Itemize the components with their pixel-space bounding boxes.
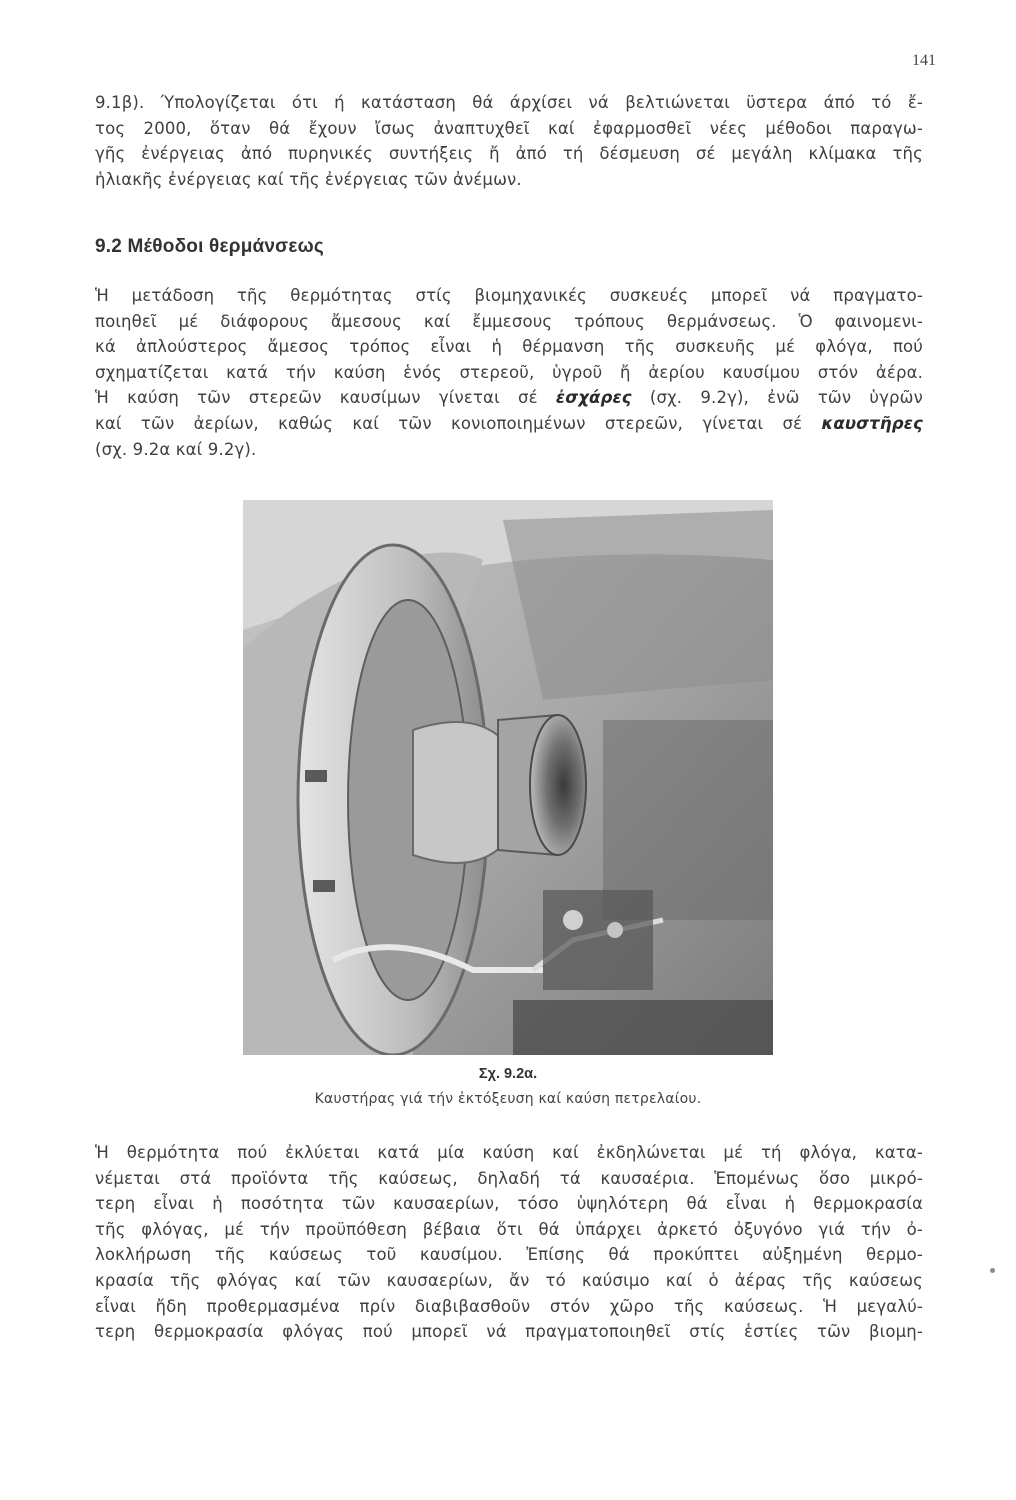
emphasized-term-grates: ἐσχάρες — [555, 388, 632, 408]
intro-paragraph — [95, 90, 923, 192]
methods-line: (σχ. 9.2α καί 9.2γ). — [95, 439, 257, 459]
heat-line: εἶναι ἤδη προθερμασμένα πρίν διαβιβασθοῦν στόν χῶρο τῆς καύσεως. Ἡ μεγαλύ- — [95, 1296, 923, 1316]
heat-line: κρασία τῆς φλόγας καί τῶν καυσαερίων, ἄν τό καύσιμο καί ὁ ἀέρας τῆς καύσεως — [95, 1270, 923, 1290]
flange-notch — [313, 880, 335, 892]
figure-label: Σχ. 9.2α. — [478, 1066, 538, 1082]
intro-line: 9.1β). Ύπολογίζεται ότι ή κατάσταση θά άρχίσει νά βελτιώνεται ϋστερα άπό τό ἔ- — [95, 93, 923, 112]
heat-line: λοκλήρωση τῆς καύσεως τοῦ καυσίμου. Ἐπίσης θά προκύπτει αὐξημένη θερμο- — [95, 1245, 923, 1265]
intro-line: ἡλιακῆς ἐνέργειας καί τῆς ἐνέργειας τῶν ἀνέμων. — [95, 169, 522, 189]
methods-line — [95, 411, 923, 437]
valve-knob — [563, 910, 583, 930]
page-number: 141 — [912, 52, 936, 69]
base-machinery — [513, 1000, 773, 1055]
methods-line: Ἡ μετάδοση τῆς θερμότητας στίς βιομηχανικές συσκευές μπορεῖ νά πραγματο- — [95, 286, 923, 305]
emphasized-term-burners: καυστῆρες — [821, 413, 923, 433]
valve-knob — [607, 922, 623, 938]
print-speck — [990, 1268, 995, 1273]
flange-notch — [305, 770, 327, 782]
methods-line: κά ἀπλούστερος ἄμεσος τρόπος εἶναι ἡ θέρμανση τῆς συσκευῆς μέ φλόγα, πού — [95, 337, 923, 357]
methods-paragraph — [95, 283, 923, 462]
section-heading: 9.2 Μέθοδοι θερμάνσεως — [95, 236, 324, 257]
heat-line: Ἡ θερμότητα πού ἐκλύεται κατά μία καύση καί ἐκδηλώνεται μέ τή φλόγα, κατα- — [95, 1143, 923, 1162]
valve-assembly — [543, 890, 653, 990]
heat-line: τῆς φλόγας, μέ τήν προϋπόθεση βέβαια ὅτι θά ὑπάρχει ἀρκετό ὀξυγόνο γιά τήν ὀ- — [95, 1219, 923, 1239]
nozzle-cone — [413, 722, 503, 863]
heat-paragraph — [95, 1140, 923, 1345]
intro-line: γῆς ἐνέργειας ἀπό πυρηνικές συντήξεις ἤ ἀπό τή δέσμευση σέ μεγάλη κλίμακα τῆς — [95, 144, 923, 164]
back-panel — [503, 510, 773, 700]
heat-line: τερη θερμοκρασία φλόγας πού μπορεῖ νά πραγματοποιηθεῖ στίς ἑστίες τῶν βιομη- — [95, 1322, 923, 1342]
burner-photo — [243, 500, 773, 1055]
methods-text: Ἡ καύση τῶν στερεῶν καυσίμων γίνεται σέ — [95, 388, 556, 408]
methods-line — [95, 385, 923, 411]
heat-line: τερη εἶναι ἡ ποσότητα τῶν καυσαερίων, τόσο ὑψηλότερη θά εἶναι ἡ θερμοκρασία — [95, 1194, 923, 1214]
burner-illustration — [243, 500, 773, 1055]
methods-text: (σχ. 9.2γ), ἐνῶ τῶν ὑγρῶν — [631, 388, 923, 408]
figure-caption: Καυστήρας γιά τήν ἐκτόξευση καί καύση πετρελαίου. — [314, 1091, 702, 1107]
intro-line: τος 2000, ὅταν θά ἔχουν ἴσως ἀναπτυχθεῖ καί ἐφαρμοσθεῖ νέες μέθοδοι παραγω- — [95, 118, 923, 138]
nozzle-tip — [530, 715, 586, 855]
methods-line: σχηματίζεται κατά τήν καύση ἑνός στερεοῦ, ὑγροῦ ἤ ἀερίου καυσίμου στόν ἀέρα. — [95, 362, 923, 382]
methods-text: καί τῶν ἀερίων, καθώς καί τῶν κονιοποιημένων στερεῶν, γίνεται σέ — [95, 413, 822, 433]
heat-line: νέμεται στά προϊόντα τῆς καύσεως, δηλαδή τά καυσαέρια. Ἑπομένως ὅσο μικρό- — [95, 1168, 923, 1188]
methods-line: ποιηθεῖ μέ διάφορους ἄμεσους καί ἔμμεσους τρόπους θερμάνσεως. Ὁ φαινομενι- — [95, 311, 923, 331]
